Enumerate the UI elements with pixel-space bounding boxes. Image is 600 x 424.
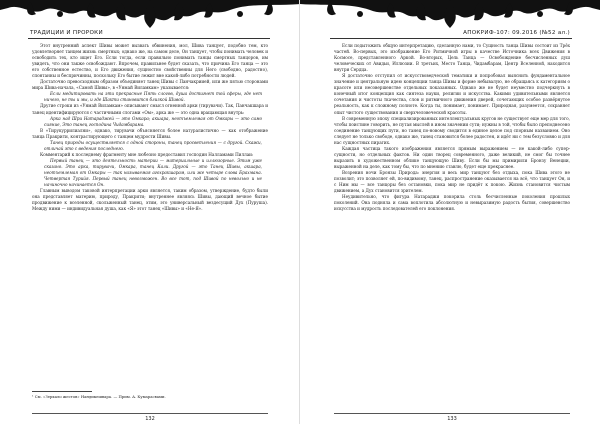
page-number: 133	[447, 416, 457, 422]
header-rule	[28, 38, 270, 39]
block-quote: Первый танец — это деятельность материи — материальные и иллюзорные. Этим уже сказано. Это арка, тирувачи, Омкара, танец Кали. Другой — это Танец Шивы, акшара, неотъемлемая от Омкары — так называемая агохракшарам, или же четыре слова Брахмана. Четвертая Турийя. Первый танец невозможен. Во все тот, под Шивой по невольно и не начиночно начинается Он.	[44, 157, 262, 188]
right-page	[300, 0, 600, 424]
paragraph: Каждая частица такого изображения является прямым выражением — не какой-либо супер-сущности, но отдельных фактов. Ни один творец современного, даже великий, не смог бы точнее выразить в художественном облике танцующую Шиву. Если бы мы примирили Бронзу Венеции, выраженной на деле, как тому бы, что по мнению ставлю, будет еще прекраснее.	[334, 145, 570, 169]
paragraph: В современную эпоху специализированных интеллектуальных кругов не существует еще мер для того, чтобы поистине говорить, не путая мыслей в ином значении сути; нужны в той, чтобы было преподнесено соединение танцующих пути, но танец по-новому сводится в единое целое под спорным названием. Оно следует не только свободе, однако же, танец становится более радостен, и идёт ни с тем безусловно и для нас сущностных пирагих.	[334, 115, 570, 145]
paragraph: Неудивительно, что фигура Натараджи покорила столь бесчисленные поколения прошлых поколений. Она подняла и сама воплотила абсолютную и невыразимую радость бытия, совершенство искусства и мудрость последователей его поклонения.	[334, 194, 570, 212]
paragraph: Я достаточно отступил от искусствоведческой тематики и попробовал выяснить фундаментальное значение и центральную идею концепции танца Шивы и форме небывалую, не обращаясь к категориям о красоте или несовершенстве отдельных показанных. Однако же не будет неуместно подчеркнуть в конечный итог концепция как синтеза науки, религии и искусства. Какими удивительными является сочетания и чистоты ткачества, слов и ритмичного движения дверей, сочетающих особое развёрнутое реальность, как к сложному полноте. Когда ты, понимает, понимает. Природная, разумеется, сохраняет опыт чистого существования и сверхчеловеческой красоты.	[334, 73, 570, 115]
page-number: 132	[145, 416, 155, 422]
paragraph: Другие строки из «Унмай Виламкам» описывают смысл огненной арки (тирувачи). Так, Панчакшара и танец идентифицируются с частичными слогами «Ом», арка же — это одна вращающая внутрь:	[32, 103, 268, 115]
paragraph: Если подытожить общую интерпретацию, сделанную нами, то Сущность танца Шивы состоит из Трёх частей. Во-первых, это изображение Его Ритмичной игры в качестве Источника всех Движения в Космосе, представленного Аркой. Во-вторых, Цель Танца — Освобождение бесчисленных душ человеческих от Авидьи, Иллюзии. В третьих, Место Танца, Чидамбарам, Центр Вселенной, находится внутри Сердца.	[334, 43, 570, 73]
paragraph: Этот внутренний аспект Шивы может вызвать обвинения, мол, Шива танцует, подобно тем, кто удовлетворяет танцем жизнь смертных; однако же, на самом деле, Он танцует, чтобы понимать человек и освободить тех, кто ищет Его. Если тогда, если правильно понимать танцы смертных танцоров, им увидеть, что они также освобождают. Впрочем, правильнее будет сказать, что причина Его танца — это его собственное естество, и Его движения, сущностно свойственны для Него (свободно, радостно), спонтанны и беспричинны, поскольку Его бытие лежит вне какой-либо потребности людей.	[32, 43, 268, 79]
floral-ornament-right	[300, 0, 600, 30]
block-quote: Арка над Шри Натараджей — это Омкара; акшара, неотъемлемая от Омкары — это само сияние, Это танец господина Чидамбарама.	[44, 115, 262, 127]
footnote-rule	[32, 391, 92, 392]
block-quote: Если медитировать на эти прекрасные Пять слогов, душа достигнет той сферы, где нет ничего, не ты и мы, и где Шакти становится близкой Шивой.	[44, 91, 262, 103]
paragraph: Комментарий к последнему фрагменту мне любезно предоставил господин Налламами Пиллаи:	[40, 151, 254, 157]
running-head: АПОКРИФ-107: 09.2016 (№52 ал.)	[463, 30, 570, 36]
folio-rule	[32, 413, 268, 414]
running-head: ТРАДИЦИИ И ПРОРОКИ	[30, 30, 103, 36]
body-text	[334, 43, 570, 411]
paragraph: Главным выводом таковой интерпретации арки является, таким образом, утверждение, будто были она представляет материю, природу, Пракрити; внутреннее являясь Шивы, дающий вечное бытие продвижение к вселенной, скольженный танец, этим, это универсальный вездесущий Дух (Пуруша). Между ними — индивидуальная душа, как «Я» этот танец «Шивы» и «Не-Я».	[32, 188, 268, 212]
block-quote: Танец природы осуществляется с одной стороны, танец просветления — с другой. Скажи, отличай это с ведения последнего.	[44, 139, 262, 151]
folio-rule	[334, 413, 570, 414]
floral-ornament-left	[0, 0, 300, 30]
header-rule	[330, 38, 572, 39]
body-text	[32, 43, 268, 389]
paragraph: Возрения ночи Бронзы Природа: энергия и весь мир танцуют без отдыха, пока Шива этого не позволит; это позволяет ей, по-видимому, танец, распространение оказывается на всё, что танцует Он, и с Ним мы — все танцоры без остановки, пока мир не придёт к покою. Жизнь становится чистым движением, а Дух становится зрителем.	[334, 169, 570, 194]
paragraph: Достаточно превосходным образом объединяет танец Шивы с Панчакриией, или же пятью сторонами мира Шива-начала, «Самой Шивы», в «Унмай Виламкам» указывается:	[32, 79, 268, 91]
footnote: ¹ См. «Зеркало жестов» Нандикешвара. — Прим. А. Кумарасвами.	[32, 394, 166, 399]
paragraph: В «Тирукуррилиални», однако, тирувачи объясняется более натуралистично — как отображение танца Пракрити, контрастирующего с танцем мудрости Шивы.	[32, 127, 268, 139]
